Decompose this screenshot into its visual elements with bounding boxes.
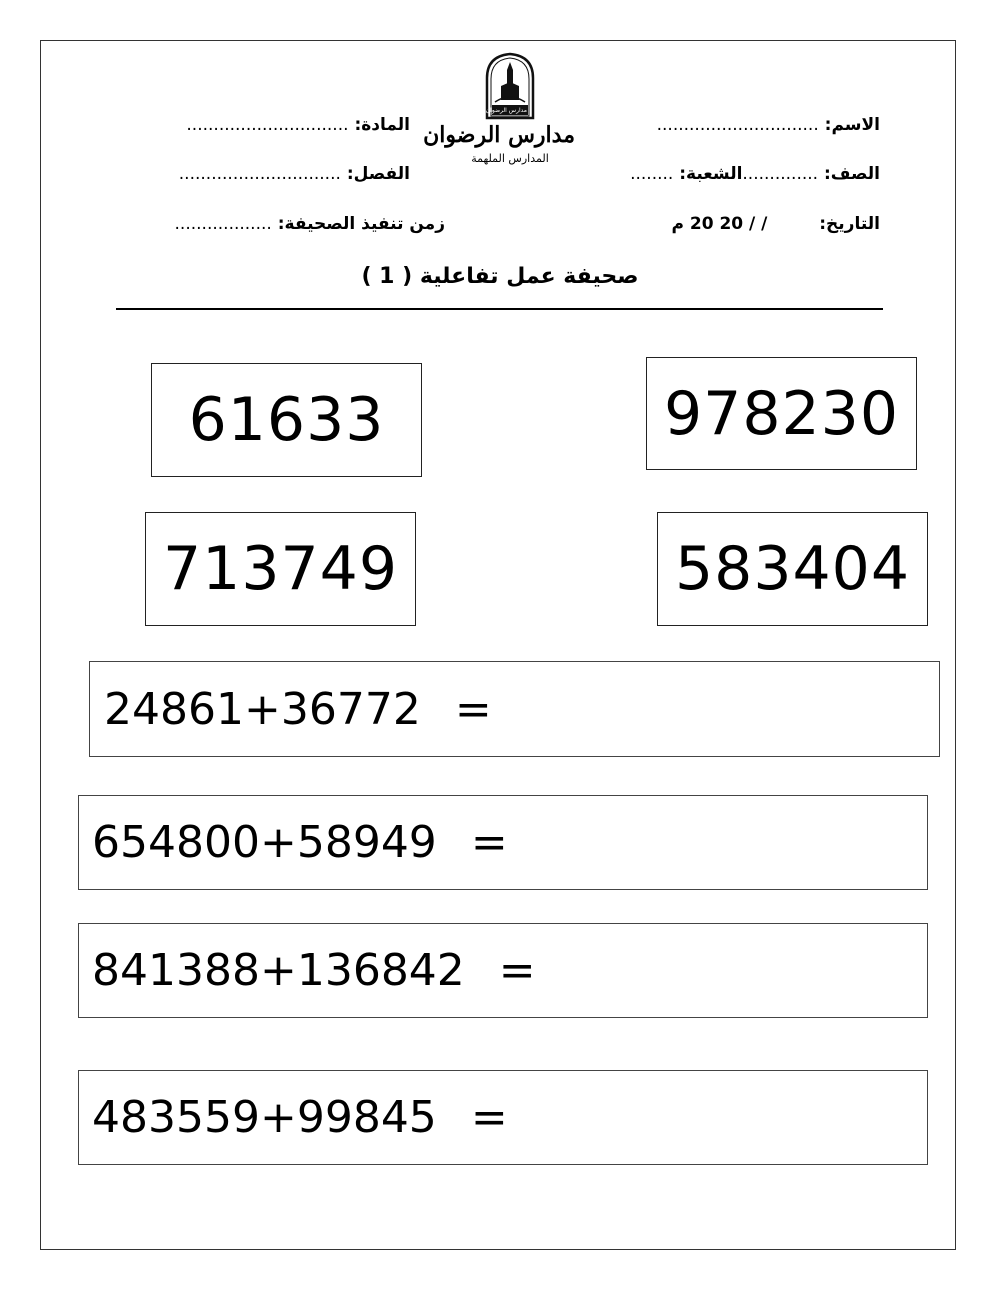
duration-row — [175, 214, 445, 234]
number-box-4[interactable]: 583404 — [657, 512, 928, 626]
number-box-1[interactable]: 61633 — [151, 363, 422, 477]
equation-expression: 24861+36772 — [104, 683, 421, 735]
title-divider — [116, 308, 883, 310]
subject-field[interactable]: .............................. — [186, 115, 349, 135]
subject-field-row — [186, 115, 410, 135]
school-logo — [423, 52, 575, 172]
class-label: الفصل: — [346, 164, 410, 184]
date-row — [671, 214, 880, 234]
section-label: الشعبة: — [679, 164, 743, 184]
worksheet-title: صحيفة عمل تفاعلية ( 1 ) — [361, 264, 639, 289]
equation-box-1[interactable] — [89, 661, 940, 757]
name-field[interactable]: .............................. — [656, 115, 819, 135]
duration-field[interactable]: .................. — [174, 214, 272, 234]
class-field-row — [179, 164, 410, 184]
equals-sign: = — [470, 1092, 508, 1143]
name-field-row — [657, 115, 880, 135]
logo-banner: مدارس الرضوان — [485, 107, 527, 114]
date-label: التاريخ: — [819, 214, 880, 234]
class-field[interactable]: .............................. — [178, 164, 341, 184]
equation-box-3[interactable] — [78, 923, 928, 1018]
equation-box-2[interactable] — [78, 795, 928, 890]
section-field[interactable]: ........ — [630, 164, 674, 184]
number-box-3[interactable]: 713749 — [145, 512, 416, 626]
equation-expression: 841388+136842 — [92, 945, 465, 996]
equation-expression: 654800+58949 — [92, 817, 437, 868]
duration-label: زمن تنفيذ الصحيفة: — [277, 214, 445, 234]
grade-label: الصف: — [823, 164, 880, 184]
grade-section-row — [630, 164, 880, 184]
logo-name: مدارس الرضوان — [423, 122, 575, 148]
grade-field[interactable]: .............. — [742, 164, 819, 184]
logo-tagline: المدارس الملهمة — [471, 152, 549, 165]
subject-label: المادة: — [354, 115, 410, 135]
name-label: الاسم: — [824, 115, 880, 135]
number-box-2[interactable]: 978230 — [646, 357, 917, 470]
equation-expression: 483559+99845 — [92, 1092, 437, 1143]
equals-sign: = — [498, 945, 536, 996]
date-value[interactable]: / / 20 20 م — [671, 214, 768, 234]
equals-sign: = — [454, 683, 492, 735]
equals-sign: = — [470, 817, 508, 868]
equation-box-4[interactable] — [78, 1070, 928, 1165]
